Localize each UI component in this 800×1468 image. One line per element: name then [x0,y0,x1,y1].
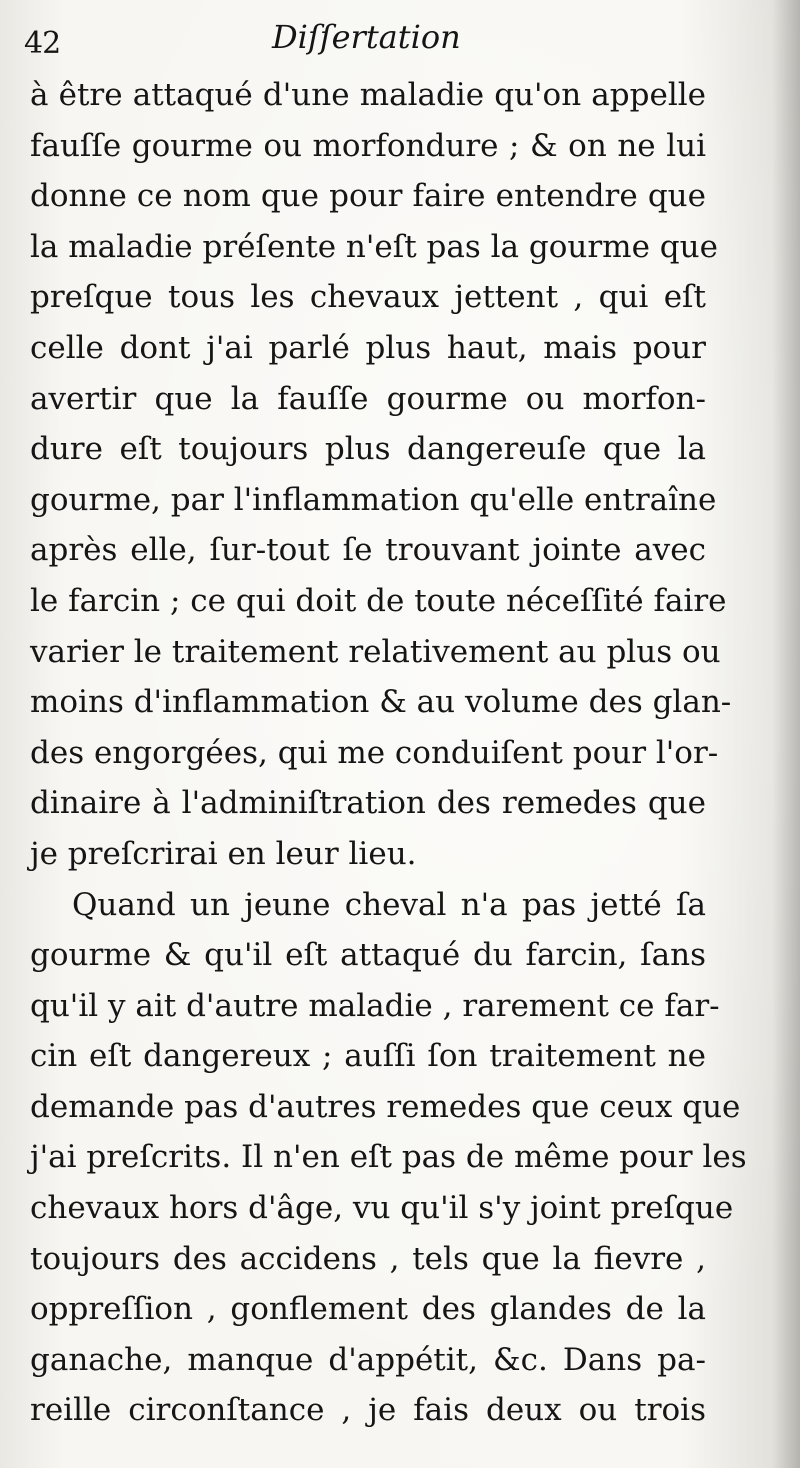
text-line: demande pas d'autres remedes que ceux que [30,1088,741,1125]
text-line: le farcin ; ce qui doit de toute néceſſité faire [30,582,727,619]
text-line: cin eſt dangereux ; auſſi ſon traitement ne [30,1038,706,1075]
text-line: après elle, ſur-tout ſe trouvant jointe avec [30,532,706,569]
text-line: je preſcrirai en leur lieu. [30,835,417,872]
text-line: toujours des accidens , tels que la fievre , [30,1240,706,1277]
page-number: 42 [24,26,61,61]
text-line: celle dont j'ai parlé plus haut, mais pour [30,329,706,366]
text-line: gourme & qu'il eſt attaqué du farcin, ſans [30,937,706,974]
text-line: des engorgées, qui me conduiſent pour l'or- [30,734,719,771]
text-line: fauſſe gourme ou morfondure ; & on ne lui [30,127,706,164]
text-line: qu'il y ait d'autre maladie , rarement ce far- [30,987,720,1024]
text-line: moins d'inflammation & au volume des glan- [30,684,732,721]
text-line: dinaire à l'adminiſtration des remedes que [30,785,706,822]
text-line: reille circonſtance , je fais deux ou trois [30,1392,706,1429]
text-line: donne ce nom que pour faire entendre que [30,178,706,215]
text-line: la maladie préſente n'eſt pas la gourme que [30,228,718,265]
text-line: j'ai preſcrits. Il n'en eſt pas de même pour les [30,1139,747,1176]
text-line: dure eſt toujours plus dangereuſe que la [30,431,706,468]
text-line: avertir que la fauſſe gourme ou morfon- [30,380,706,417]
body-text [30,70,747,1436]
text-line: varier le traitement relativement au plus ou [30,633,721,670]
text-line: gourme, par l'inflammation qu'elle entraîne [30,481,717,518]
text-line: ganache, manque d'appétit, &c. Dans pa- [30,1341,706,1378]
running-title: Diſſertation [272,18,461,56]
text-line: Quand un jeune cheval n'a pas jetté ſa [72,886,706,923]
page-header [0,14,800,62]
text-line: oppreſſion , gonflement des glandes de la [30,1291,706,1328]
text-line: à être attaqué d'une maladie qu'on appelle [30,77,706,113]
text-line: chevaux hors d'âge, vu qu'il s'y joint preſque [30,1190,734,1227]
text-line: preſque tous les chevaux jettent , qui eſt [30,279,706,316]
